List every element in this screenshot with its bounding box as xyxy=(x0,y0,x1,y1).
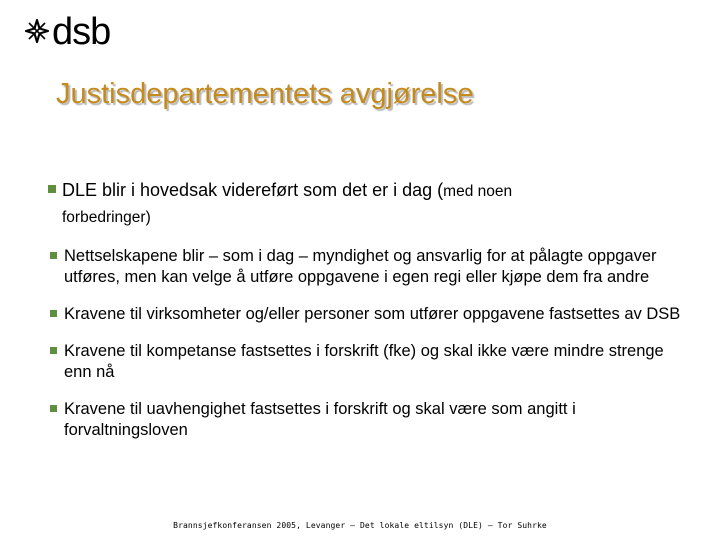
bullet-text: Kravene til kompetanse fastsettes i forskrift (fke) og skal ikke være mindre strenge enn nå xyxy=(64,342,664,381)
bullet-text: Kravene til virksomheter og/eller personer som utfører oppgavene fastsettes av DSB xyxy=(64,305,681,323)
logo-text: dsb xyxy=(52,11,111,53)
dsb-logo xyxy=(24,11,124,62)
bullet-item xyxy=(46,399,686,441)
slide-title: Justisdepartementets avgjørelse xyxy=(56,78,474,110)
bullet-list xyxy=(46,178,686,441)
bullet-marker xyxy=(48,185,56,193)
bullet-marker xyxy=(50,405,57,412)
bullet-text: Kravene til uavhengighet fastsettes i forskrift og skal være som angitt i forvaltningsloven xyxy=(64,400,576,439)
bullet-text: Nettselskapene blir – som i dag – myndighet og ansvarlig for at pålagte oppgaver utføres, men kan velge å utføre oppgavene i egen regi eller kjøpe dem fra andre xyxy=(64,247,657,286)
bullet-item xyxy=(46,341,686,383)
bullet-item xyxy=(46,178,686,230)
bullet-marker xyxy=(50,347,57,354)
bullet-item xyxy=(46,304,686,325)
bullet-item xyxy=(46,246,686,288)
star-mark-icon xyxy=(24,18,50,44)
slide-footer: Brannsjefkonferansen 2005, Levanger – Det lokale eltilsyn (DLE) – Tor Suhrke xyxy=(173,521,547,530)
bullet-text: DLE blir i hovedsak videreført som det er i dag (med noen forbedringer) xyxy=(62,180,513,226)
bullet-marker xyxy=(50,310,57,317)
bullet-marker xyxy=(50,252,57,259)
